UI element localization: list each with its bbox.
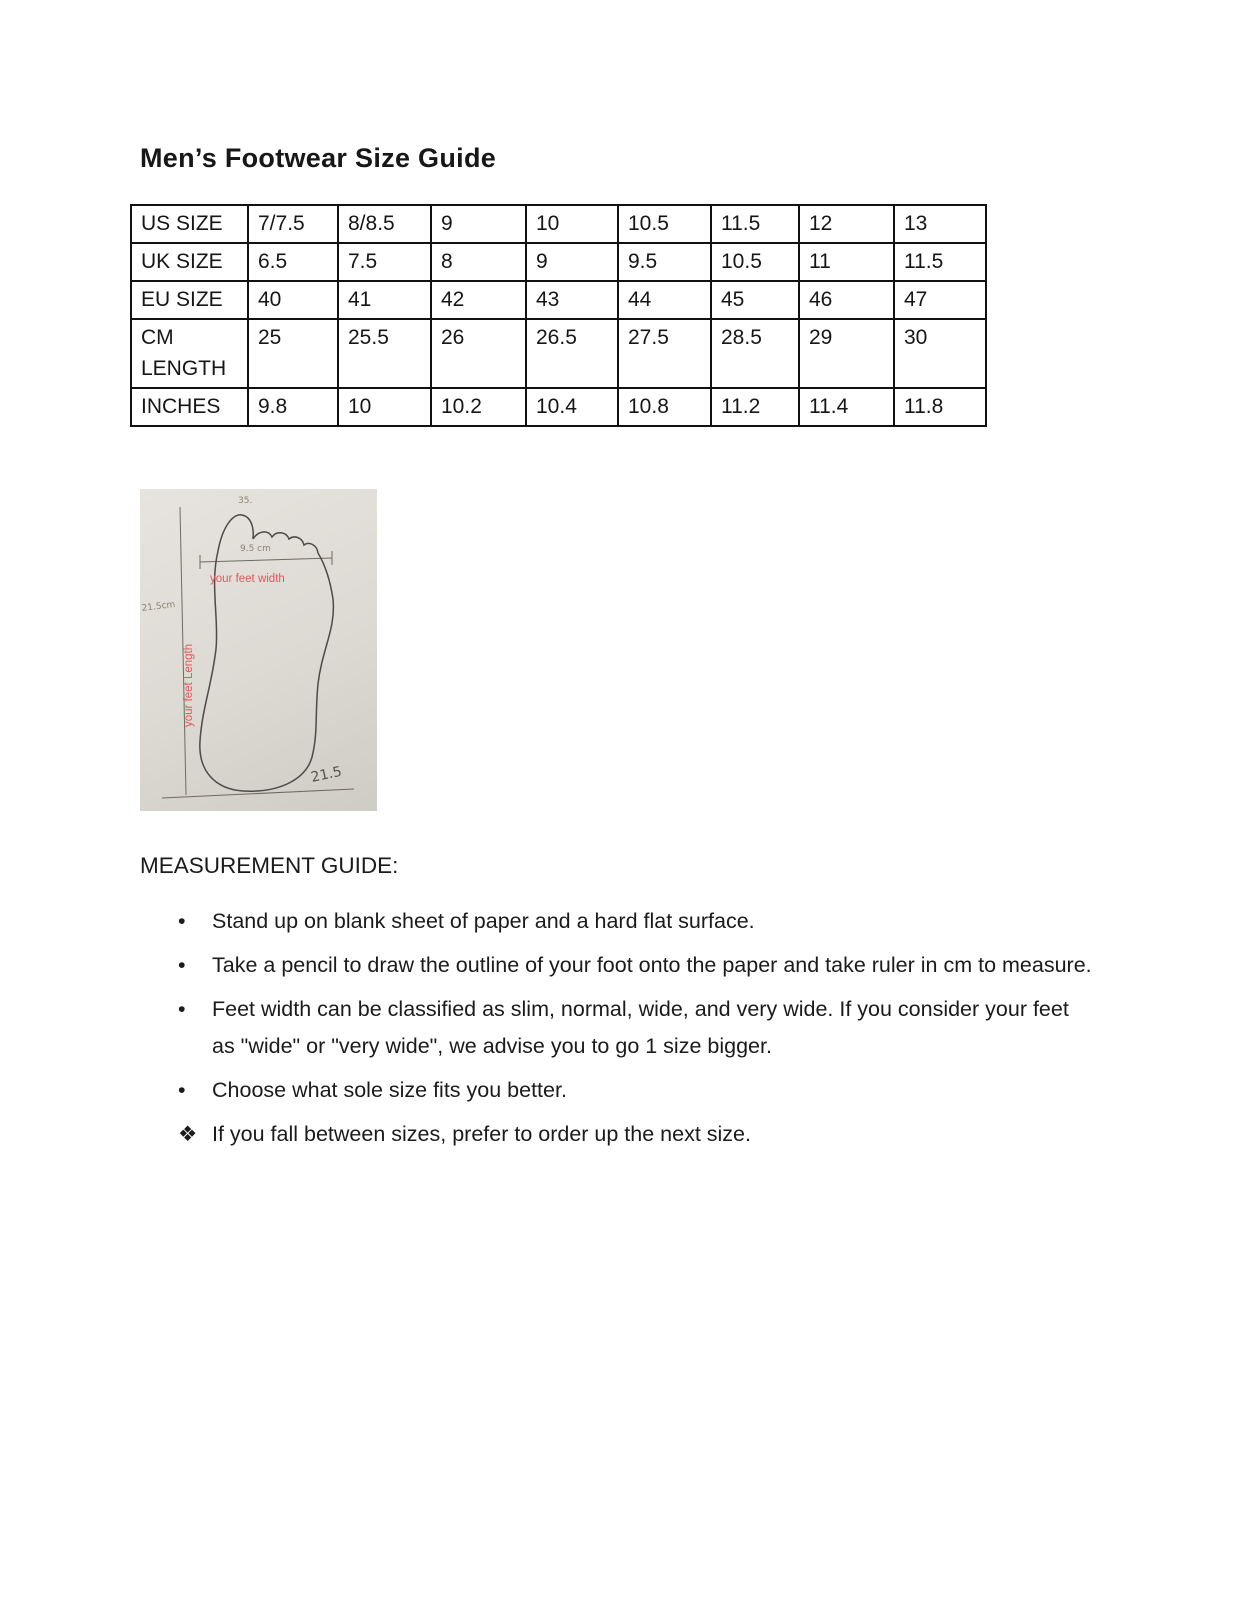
table-cell: 7.5 [338, 243, 431, 281]
page-title: Men’s Footwear Size Guide [140, 143, 497, 173]
width-measure-line [200, 558, 332, 562]
foot-measurement-photo [140, 489, 377, 811]
feet-length-label: your feet Length [183, 643, 195, 727]
table-cell: 9 [526, 243, 618, 281]
row-header: US SIZE [131, 205, 248, 243]
table-cell: 9.5 [618, 243, 711, 281]
bullet-marker: • [178, 952, 186, 977]
table-cell: 30 [894, 319, 986, 388]
list-item [178, 903, 1236, 940]
table-cell: 11.5 [894, 243, 986, 281]
bullet-marker: • [178, 909, 186, 933]
table-cell: 6.5 [248, 243, 338, 281]
table-cell: 10.2 [431, 388, 526, 426]
bullet-marker: ❖ [178, 1121, 198, 1146]
feet-width-label: your feet width [210, 573, 285, 585]
row-header: UK SIZE [131, 243, 248, 281]
table-row-us-size [131, 205, 986, 243]
table-cell: 13 [894, 205, 986, 243]
length-measurement-text: 21.5cm [141, 599, 176, 614]
table-cell: 10.4 [526, 388, 618, 426]
table-row-eu-size [131, 281, 986, 319]
table-cell: 46 [799, 281, 894, 319]
list-item [178, 991, 1236, 1065]
table-cell: 12 [799, 205, 894, 243]
table-cell: 10 [526, 205, 618, 243]
list-item [178, 947, 1236, 984]
table-cell: 41 [338, 281, 431, 319]
table-cell: 11.2 [711, 388, 799, 426]
table-row-uk-size [131, 243, 986, 281]
measurement-guide-heading: MEASUREMENT GUIDE: [140, 853, 399, 878]
bullet-marker: • [178, 996, 186, 1021]
table-cell: 8 [431, 243, 526, 281]
table-cell: 42 [431, 281, 526, 319]
table-cell: 40 [248, 281, 338, 319]
table-cell: 26 [431, 319, 526, 388]
table-cell: 9 [431, 205, 526, 243]
table-cell: 43 [526, 281, 618, 319]
table-cell: 10.8 [618, 388, 711, 426]
table-cell: 26.5 [526, 319, 618, 388]
table-cell: 27.5 [618, 319, 711, 388]
bullet-marker: • [178, 1077, 186, 1102]
table-cell: 11.4 [799, 388, 894, 426]
table-cell: 7/7.5 [248, 205, 338, 243]
measurement-guide-list [140, 903, 1236, 1153]
table-cell: 9.8 [248, 388, 338, 426]
table-cell: 25 [248, 319, 338, 388]
table-cell: 47 [894, 281, 986, 319]
top-measurement-text: 35. [238, 496, 253, 506]
table-cell: 28.5 [711, 319, 799, 388]
list-item [178, 1116, 1236, 1153]
table-row-inches [131, 388, 986, 426]
row-header: EU SIZE [131, 281, 248, 319]
bullet-text: If you fall between sizes, prefer to order up the next size. [212, 1121, 751, 1146]
foot-outline [200, 515, 334, 791]
row-header: INCHES [131, 388, 248, 426]
bullet-text: Feet width can be classified as slim, normal, wide, and very wide. If you consider your feet as "wide" or "very wide", we advise you to go 1 size bigger. [212, 996, 1069, 1058]
table-cell: 10.5 [711, 243, 799, 281]
bullet-text: Choose what sole size fits you better. [212, 1077, 567, 1102]
table-cell: 44 [618, 281, 711, 319]
table-cell: 11.8 [894, 388, 986, 426]
width-measurement-text: 9.5 cm [240, 544, 271, 554]
table-cell: 10.5 [618, 205, 711, 243]
table-cell: 11 [799, 243, 894, 281]
table-cell: 11.5 [711, 205, 799, 243]
bullet-text: Take a pencil to draw the outline of your foot onto the paper and take ruler in cm to measure. [212, 952, 1092, 977]
table-row-cm-length [131, 319, 986, 388]
bullet-text: Stand up on blank sheet of paper and a hard flat surface. [212, 909, 755, 933]
table-cell: 29 [799, 319, 894, 388]
row-header: CM LENGTH [131, 319, 248, 388]
foot-diagram [140, 489, 377, 811]
list-item [178, 1072, 1236, 1109]
size-chart-table [130, 204, 987, 427]
table-cell: 45 [711, 281, 799, 319]
table-cell: 8/8.5 [338, 205, 431, 243]
table-cell: 10 [338, 388, 431, 426]
table-cell: 25.5 [338, 319, 431, 388]
bottom-measurement-text: 21.5 [309, 763, 344, 786]
